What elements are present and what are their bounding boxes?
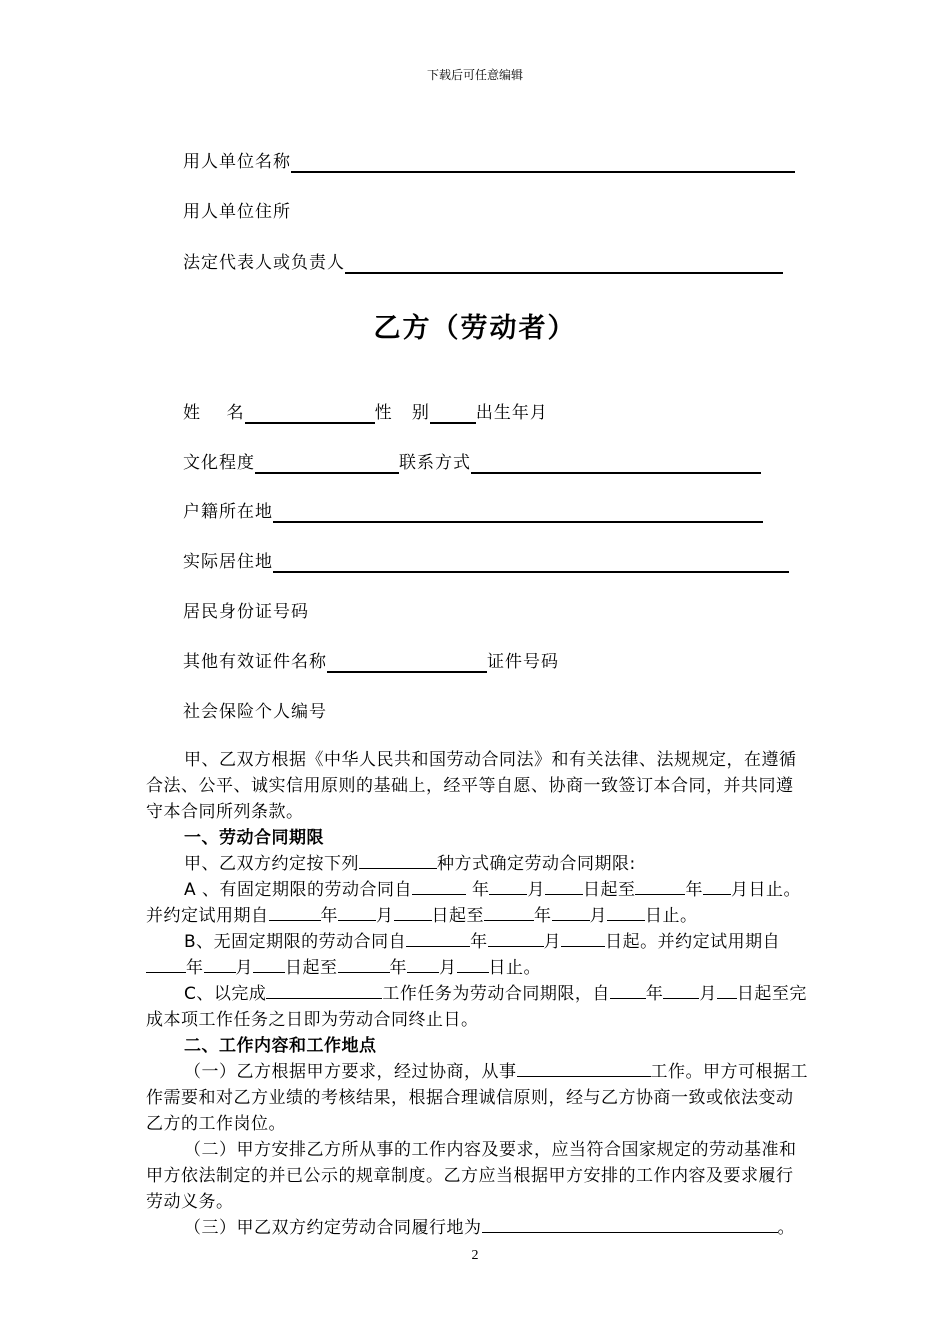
social-row [183,701,327,723]
work-paragraph-2: （二）甲方安排乙方所从事的工作内容及要求，应当符合国家规定的劳动基准和甲方依法制定的并已公示的规章制度。乙方应当根据甲方安排的工作内容及要求履行劳动义务。 [146,1140,797,1212]
work-place-field[interactable] [482,1215,778,1233]
id-label: 居民身份证号码 [183,602,309,622]
term-choice-paragraph [146,851,810,877]
blank[interactable] [253,955,285,973]
heading-work: 二、工作内容和工作地点 [184,1036,377,1056]
blank[interactable] [635,877,685,895]
cert-no-label: 证件号码 [487,652,559,672]
blank[interactable] [457,955,489,973]
day-text: 日止。 [488,958,541,978]
term-choice-text-2: 种方式确定劳动合同期限: [437,854,636,874]
hukou-row [183,501,763,523]
education-field[interactable] [255,454,399,474]
from-text: 自 [762,932,781,952]
month-text: 月 [439,958,457,978]
blank[interactable] [489,877,527,895]
gender-label: 性 别 [374,403,430,423]
month-text: 月 [589,906,607,926]
year-text: 年 [685,880,703,900]
contract-body [146,747,810,1241]
hukou-label: 户籍所在地 [183,502,273,522]
employer-address-label: 用人单位住所 [183,202,291,222]
employer-name-row [183,151,795,173]
term-choice-text: 甲、乙双方约定按下列 [184,854,359,874]
blank[interactable] [607,903,645,921]
blank[interactable] [394,903,432,921]
year-text: 年 [320,906,338,926]
employee-name-row [183,402,548,424]
work-paragraph-3 [146,1215,810,1241]
page-number: 2 [471,1248,479,1263]
intro-paragraph: 甲、乙双方根据《中华人民共和国劳动合同法》和有关法律、法规规定，在遵循合法、公平、诚实信用原则的基础上，经平等自愿、协商一致签订本合同，并共同遵守本合同所列条款。 [146,750,797,822]
contact-label: 联系方式 [399,453,471,473]
hukou-field[interactable] [273,503,763,523]
social-label: 社会保险个人编号 [183,702,327,722]
day-text: 日起至 [582,880,636,900]
day-text: 日止。 [645,906,698,926]
year-text: 年 [470,932,488,952]
day-text: 日 [736,984,755,1004]
year-text: 年 [645,984,664,1004]
id-row [183,601,309,623]
term-choice-field[interactable] [359,851,437,869]
blank[interactable] [412,877,466,895]
day-text: 日起至 [285,958,338,978]
blank[interactable] [338,955,390,973]
day-text: 日止。并约定试用期自 [146,880,801,926]
other-id-field[interactable] [327,653,487,673]
name-field[interactable] [245,404,375,424]
blank[interactable] [407,955,439,973]
month-text: 月 [527,880,545,900]
work-text-1: （一）乙方根据甲方要求，经过协商，从事 [184,1062,517,1082]
day-text: 日起。并约定试用期 [605,932,763,952]
work-place-text: （三）甲乙双方约定劳动合同履行地为 [184,1218,482,1238]
employer-name-field[interactable] [291,153,795,173]
employer-rep-label: 法定代表人或负责人 [183,253,345,273]
birth-label: 出生年月 [475,403,548,423]
month-text: 月 [376,906,394,926]
blank[interactable] [552,903,590,921]
blank[interactable] [610,981,646,999]
blank[interactable] [338,903,376,921]
job-field[interactable] [517,1059,651,1077]
period-text: 。 [777,1218,795,1238]
employer-address-row [183,201,291,223]
option-a-paragraph [146,877,810,929]
option-c-text: C、以完成 [184,984,267,1004]
blank[interactable] [269,903,321,921]
month-text: 月 [543,932,562,952]
education-row [183,452,761,474]
employer-rep-field[interactable] [345,254,783,274]
blank[interactable] [204,955,236,973]
blank[interactable] [545,877,583,895]
residence-row [183,551,789,573]
blank[interactable] [484,903,534,921]
blank[interactable] [717,981,737,999]
option-a-text: A 、有固定期限的劳动合同自 [184,880,413,900]
work-paragraph-1 [146,1059,810,1137]
year-text: 年 [389,958,407,978]
month-text: 月 [730,880,749,900]
day-text: 日起至 [431,906,484,926]
blank[interactable] [703,877,731,895]
work-text-2: 工作。甲方可根据工作需要和对乙方业绩的考核结果，根据合理诚信原则，经与乙方协商一致或依法变动乙方的工作岗位。 [146,1062,808,1134]
education-label: 文化程度 [183,453,255,473]
blank[interactable] [663,981,699,999]
employer-name-label: 用人单位名称 [183,152,291,172]
other-id-label: 其他有效证件名称 [183,652,327,672]
option-b-paragraph [146,929,810,981]
name-label: 姓 名 [183,403,245,423]
option-c-text-2: 工作任务为劳动合同期限，自 [382,984,610,1004]
month-text: 月 [235,958,253,978]
blank[interactable] [146,955,186,973]
option-c-paragraph [146,981,810,1033]
year-text: 年 [534,906,552,926]
blank[interactable] [488,929,544,947]
blank[interactable] [561,929,605,947]
option-b-text: B、无固定期限的劳动合同自 [184,932,407,952]
other-id-row [183,651,559,673]
section-title: 乙方（劳动者） [373,313,577,344]
option-c-text-3: 起至完成本项工作任务之日即为劳动合同终止日。 [146,984,807,1030]
residence-field[interactable] [273,553,789,573]
year-text: 年 [471,880,490,900]
year-text: 年 [186,958,204,978]
page-header: 下载后可任意编辑 [426,68,523,82]
contact-field[interactable] [471,454,761,474]
gender-field[interactable] [430,404,476,424]
employer-rep-row [183,252,783,274]
blank[interactable] [406,929,470,947]
month-text: 月 [699,984,717,1004]
heading-term: 一、劳动合同期限 [184,828,324,848]
blank[interactable] [266,981,382,999]
residence-label: 实际居住地 [183,552,273,572]
